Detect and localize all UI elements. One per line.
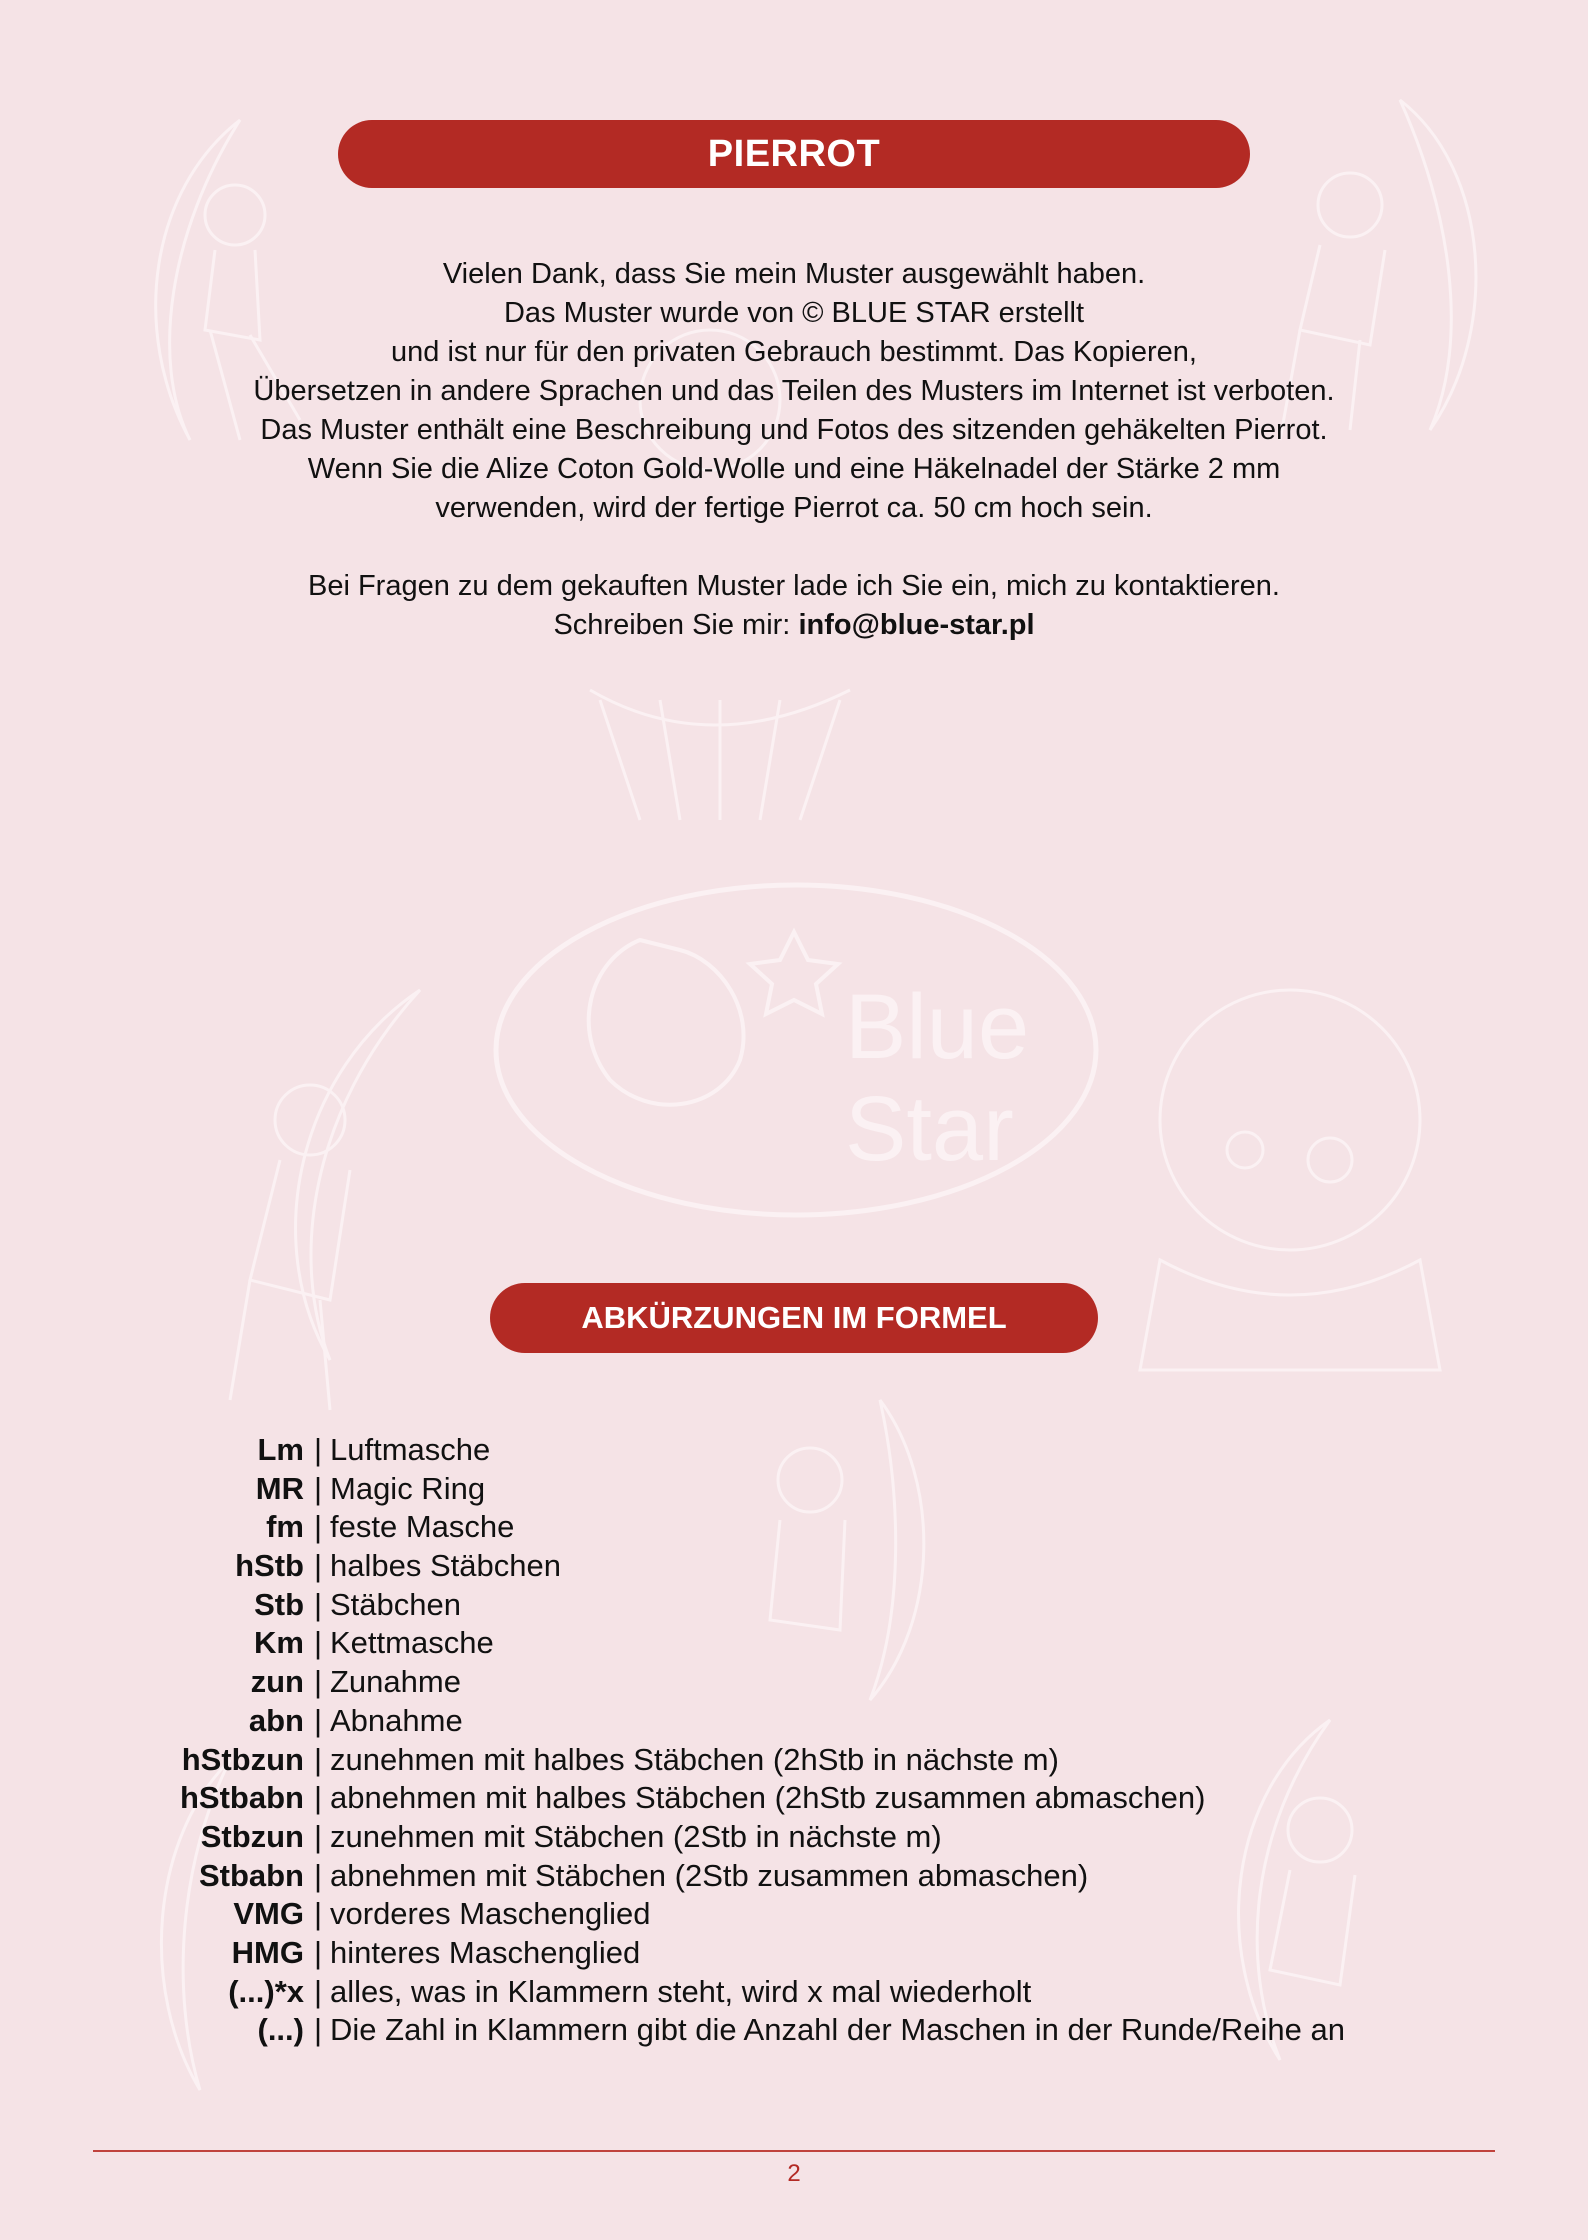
abbreviation-meaning: hinteres Maschenglied [330, 1934, 641, 1970]
abbreviation-row [0, 2011, 1588, 2050]
separator: | [314, 1934, 323, 1970]
intro-line: Wenn Sie die Alize Coton Gold-Wolle und eine Häkelnadel der Stärke 2 mm [307, 453, 1281, 485]
abbreviation-row [0, 1973, 1588, 2012]
abbreviation-meaning: Kettmasche [330, 1625, 494, 1661]
abbreviation-row [0, 1586, 1588, 1625]
separator: | [314, 1470, 323, 1506]
abbreviation-key: (...) [257, 2012, 304, 2048]
abbreviation-key: hStbabn [180, 1780, 304, 1816]
abbreviation-row [0, 1857, 1588, 1896]
abbreviation-meaning: zunehmen mit Stäbchen (2Stb in nächste m) [330, 1818, 942, 1854]
abbreviation-key: fm [266, 1509, 304, 1545]
logo-text-2: Star [845, 1078, 1014, 1180]
abbreviations-title-banner: ABKÜRZUNGEN IM FORMEL [490, 1283, 1098, 1353]
separator: | [314, 1625, 323, 1661]
footer-divider [93, 2150, 1495, 2152]
abbreviation-key: Stbabn [198, 1857, 304, 1893]
separator: | [314, 1857, 323, 1893]
abbreviation-row [0, 1934, 1588, 1973]
abbreviation-key: (...)*x [228, 1973, 304, 2009]
abbreviation-row [0, 1431, 1588, 1470]
separator: | [314, 1741, 323, 1777]
abbreviation-row [0, 1508, 1588, 1547]
intro-line: Das Muster enthält eine Beschreibung und Fotos des sitzenden gehäkelten Pierrot. [260, 414, 1328, 446]
abbreviation-key: MR [255, 1470, 304, 1506]
abbreviation-meaning: Stäbchen [330, 1586, 461, 1622]
abbreviation-meaning: Abnahme [330, 1702, 463, 1738]
abbreviation-meaning: alles, was in Klammern steht, wird x mal wiederholt [330, 1973, 1032, 2009]
intro-text [100, 255, 1488, 645]
separator: | [314, 1702, 323, 1738]
abbreviation-row [0, 1663, 1588, 1702]
abbreviation-meaning: Zunahme [330, 1664, 461, 1700]
abbreviation-row [0, 1702, 1588, 1741]
contact-email-line [100, 606, 1488, 645]
separator: | [314, 1780, 323, 1816]
abbreviation-key: abn [248, 1702, 304, 1738]
intro-line: Übersetzen in andere Sprachen und das Teilen des Musters im Internet ist verboten. [253, 375, 1335, 407]
abbreviation-row [0, 1741, 1588, 1780]
page-number: 2 [787, 2160, 801, 2187]
abbreviation-key: hStb [235, 1548, 304, 1584]
abbreviation-row [0, 1470, 1588, 1509]
abbreviation-meaning: halbes Stäbchen [330, 1548, 561, 1584]
abbreviation-key: Km [254, 1625, 304, 1661]
abbreviation-row [0, 1818, 1588, 1857]
abbreviation-meaning: Magic Ring [330, 1470, 486, 1506]
abbreviation-row [0, 1895, 1588, 1934]
abbreviation-key: VMG [233, 1896, 304, 1932]
abbreviation-meaning: Luftmasche [330, 1432, 491, 1467]
abbreviations-list [0, 1431, 1588, 2050]
abbreviation-meaning: abnehmen mit halbes Stäbchen (2hStb zusammen abmaschen) [330, 1780, 1206, 1816]
intro-line: und ist nur für den privaten Gebrauch bestimmt. Das Kopieren, [391, 336, 1197, 368]
separator: | [314, 1509, 323, 1545]
abbreviation-key: Lm [257, 1432, 304, 1467]
separator: | [314, 1896, 323, 1932]
abbreviation-key: hStbzun [181, 1741, 304, 1777]
separator: | [314, 1432, 323, 1467]
abbreviation-meaning: abnehmen mit Stäbchen (2Stb zusammen abmaschen) [330, 1857, 1089, 1893]
separator: | [314, 1664, 323, 1700]
intro-line: verwenden, wird der fertige Pierrot ca. 50 cm hoch sein. [435, 492, 1153, 524]
separator: | [314, 2012, 323, 2048]
page-title-banner: PIERROT [338, 120, 1250, 188]
separator: | [314, 1586, 323, 1622]
email-link[interactable]: info@blue-star.pl [798, 609, 1035, 641]
separator: | [314, 1548, 323, 1584]
logo-oval [496, 885, 1096, 1215]
abbreviation-row [0, 1547, 1588, 1586]
separator: | [314, 1818, 323, 1854]
abbreviation-key: HMG [231, 1934, 304, 1970]
abbreviation-meaning: vorderes Maschenglied [330, 1896, 651, 1932]
abbreviation-meaning: feste Masche [330, 1509, 515, 1545]
contact-line: Bei Fragen zu dem gekauften Muster lade ich Sie ein, mich zu kontaktieren. [307, 570, 1280, 602]
separator: | [314, 1973, 323, 2009]
abbreviation-row [0, 1779, 1588, 1818]
abbreviation-meaning: zunehmen mit halbes Stäbchen (2hStb in nächste m) [330, 1741, 1059, 1777]
abbreviation-row [0, 1624, 1588, 1663]
abbreviation-key: zun [250, 1664, 304, 1700]
abbreviation-meaning: Die Zahl in Klammern gibt die Anzahl der Maschen in der Runde/Reihe an [330, 2012, 1345, 2048]
abbreviation-key: Stb [254, 1586, 304, 1622]
write-label: Schreiben Sie mir: [553, 609, 799, 641]
intro-line: Vielen Dank, dass Sie mein Muster ausgewählt haben. [442, 258, 1146, 290]
abbreviation-key: Stbzun [200, 1818, 304, 1854]
logo-text-1: Blue [845, 976, 1030, 1078]
intro-line: Das Muster wurde von © BLUE STAR erstellt [503, 297, 1085, 329]
